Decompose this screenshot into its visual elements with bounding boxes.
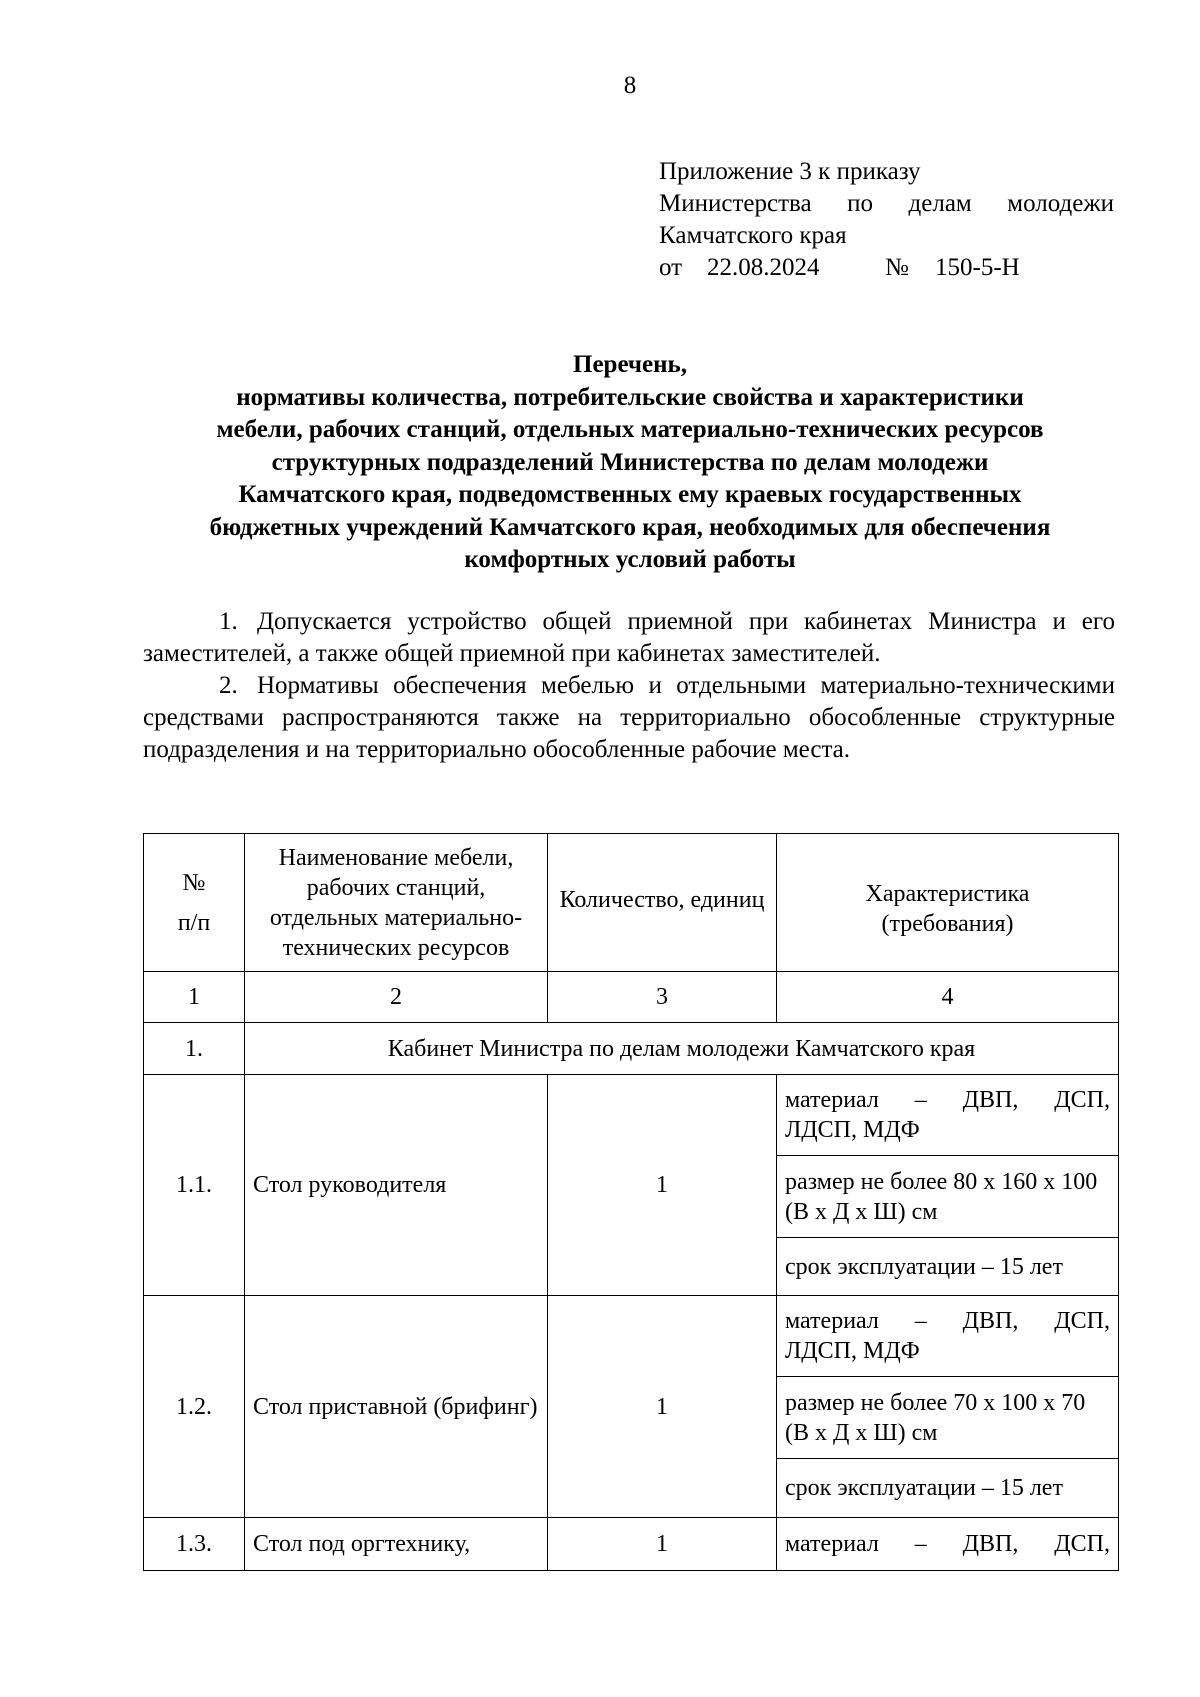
spec-size: размер не более 70 х 100 х 70 (В х Д х Ш) см (777, 1377, 1119, 1459)
row-num: 1.3. (144, 1518, 245, 1571)
spec-size: размер не более 80 х 160 х 100 (В х Д х Ш) см (777, 1156, 1119, 1238)
title-line-4: структурных подразделений Министерства по делам молодежи (271, 448, 989, 476)
appendix-line-2: Министерства по делам молодежи (659, 190, 1114, 217)
spec-life: срок эксплуатации – 15 лет (777, 1459, 1119, 1518)
title-line-3: мебели, рабочих станций, отдельных материально-технических ресурсов (216, 416, 1044, 443)
row-qty: 1 (548, 1296, 777, 1518)
row-qty: 1 (548, 1518, 777, 1571)
title-line-6: бюджетных учреждений Камчатского края, необходимых для обеспечения (209, 513, 1051, 541)
table-row (144, 1075, 1119, 1156)
title-line-7: комфортных условий работы (464, 546, 796, 573)
paragraph-number: 1. (219, 608, 238, 635)
date-prefix: от (659, 254, 683, 281)
col-number: 2 (245, 972, 548, 1023)
spec-material: материал – ДВП, ДСП, (777, 1518, 1119, 1571)
header-qty: Количество, единиц (548, 834, 777, 972)
col-number: 4 (777, 972, 1119, 1023)
title-line-2: нормативы количества, потребительские свойства и характеристики (236, 383, 1024, 411)
header-name: Наименование мебели, рабочих станций, отдельных материально-технических ресурсов (245, 834, 548, 972)
norms-table (143, 833, 1119, 1571)
paragraph-text: Допускается устройство общей приемной при кабинетах Министра и его заместителей, а также общей приемной при кабинетах заместителей. (143, 608, 1115, 667)
order-date: 22.08.2024 (707, 254, 820, 281)
document-title (140, 349, 1120, 577)
appendix-date-line (659, 252, 1114, 284)
row-num: 1.2. (144, 1296, 245, 1518)
title-line-1: Перечень, (573, 351, 687, 378)
paragraph-number: 2. (219, 672, 238, 699)
header-num: № п/п (144, 834, 245, 972)
intro-paragraphs (143, 606, 1115, 766)
appendix-line-1: Приложение 3 к приказу (659, 158, 921, 185)
paragraph-text: Нормативы обеспечения мебелью и отдельными материально-техническими средствами распространяются также на территориально обособленные структурные подразделения и на территориально обособленные рабочие места. (143, 672, 1115, 763)
table-row (144, 1296, 1119, 1377)
section-num: 1. (144, 1023, 245, 1075)
section-row (144, 1023, 1119, 1075)
col-number: 1 (144, 972, 245, 1023)
table-header-row (144, 834, 1119, 972)
title-line-5: Камчатского края, подведомственных ему краевых государственных (238, 481, 1022, 508)
row-name: Стол приставной (брифинг) (245, 1296, 548, 1518)
column-numbers-row (144, 972, 1119, 1023)
header-spec: Характеристика (требования) (777, 834, 1119, 972)
order-number: 150-5-Н (935, 254, 1020, 281)
row-name: Стол под оргтехнику, (245, 1518, 548, 1571)
row-num: 1.1. (144, 1075, 245, 1296)
row-qty: 1 (548, 1075, 777, 1296)
section-title: Кабинет Министра по делам молодежи Камчатского края (245, 1023, 1119, 1075)
paragraph (143, 670, 1115, 766)
page-number: 8 (623, 72, 637, 99)
spec-material: материал – ДВП, ДСП, ЛДСП, МДФ (777, 1075, 1119, 1156)
spec-material: материал – ДВП, ДСП, ЛДСП, МДФ (777, 1296, 1119, 1377)
paragraph (143, 606, 1115, 670)
table-row (144, 1518, 1119, 1571)
row-name: Стол руководителя (245, 1075, 548, 1296)
appendix-block (659, 156, 1114, 284)
col-number: 3 (548, 972, 777, 1023)
appendix-line-3: Камчатского края (659, 222, 847, 249)
spec-life: срок эксплуатации – 15 лет (777, 1238, 1119, 1296)
number-sign: № (885, 254, 909, 281)
